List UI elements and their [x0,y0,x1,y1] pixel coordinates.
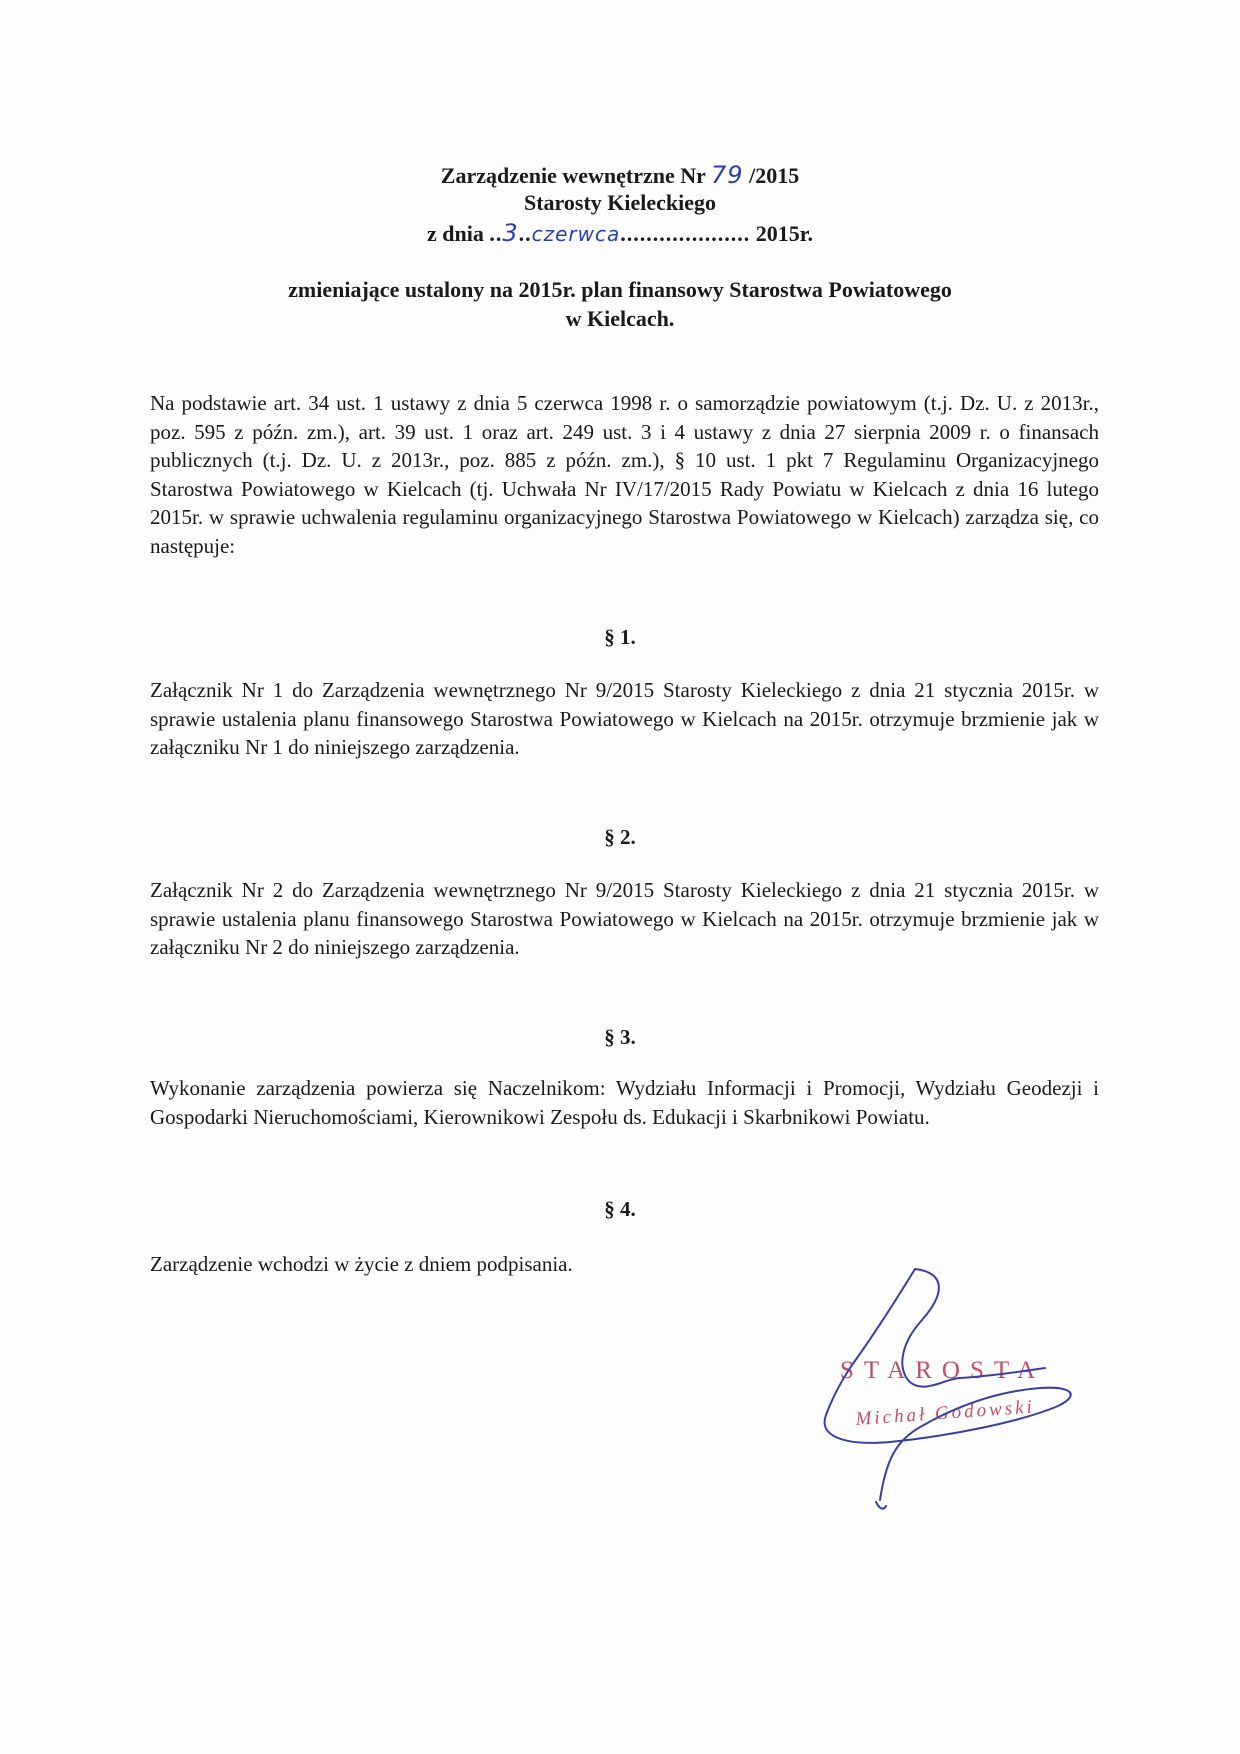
section-3-heading: § 3. [604,1025,636,1049]
signature-scribble [825,1269,1071,1509]
date-fill-dots: .. [489,221,503,246]
handwritten-number: 79 [711,161,744,189]
subject-line-1: zmieniające ustalony na 2015r. plan finansowy Starostwa Powiatowego [288,277,952,302]
issuer-line: Starosty Kieleckiego [523,190,717,215]
date-fill-dots: .. [518,221,532,246]
title-suffix: /2015 [749,163,800,188]
section-2-text: Załącznik Nr 2 do Zarządzenia wewnętrznego Nr 9/2015 Starosty Kieleckiego z dnia 21 stycznia 2015r. w sprawie ustalenia planu finansowego Starostwa Powiatowego w Kielcach na 2015r. otrzymuje brzmienie jak w załączniku Nr 2 do niniejszego zarządzenia. [150,878,1099,959]
preamble-paragraph: Na podstawie art. 34 ust. 1 ustawy z dnia 5 czerwca 1998 r. o samorządzie powiatowym (t.j. Dz. U. z 2013r., poz. 595 z późn. zm.), art. 39 ust. 1 oraz art. 249 ust. 3 i 4 ustawy z dnia 27 sierpnia 2009 r. o finansach publicznych (t.j. Dz. U. z 2013r., poz. 885 z późn. zm.), § 10 ust. 1 pkt 7 Regulaminu Organizacyjnego Starostwa Powiatowego w Kielcach (tj. Uchwała Nr IV/17/2015 Rady Powiatu w Kielcach z dnia 16 lutego 2015r. w sprawie uchwalenia regulaminu organizacyjnego Starostwa Powiatowego w Kielcach) zarządza się, co następuje: [150,391,1099,558]
title-line [0,161,1240,190]
date-line [0,219,1240,248]
stamp-name: Michał Godowski [854,1396,1036,1430]
subject-line-2: w Kielcach. [565,306,675,331]
date-prefix: z dnia [426,221,484,246]
title-prefix: Zarządzenie wewnętrzne Nr [440,163,706,188]
starosta-stamp-signature [800,1260,1100,1520]
section-1-heading: § 1. [604,625,636,649]
date-fill-dots: .................... [620,221,751,246]
stamp-title: STAROSTA [840,1357,1046,1384]
handwritten-day: 3 [502,219,519,247]
section-3-text: Wykonanie zarządzenia powierza się Naczelnikom: Wydziału Informacji i Promocji, Wydziału Geodezji i Gospodarki Nieruchomościami, Kierownikowi Zespołu ds. Edukacji i Skarbnikowi Powiatu. [150,1076,1099,1129]
date-suffix: 2015r. [755,221,814,246]
section-4-heading: § 4. [604,1197,636,1221]
section-1-text: Załącznik Nr 1 do Zarządzenia wewnętrznego Nr 9/2015 Starosty Kieleckiego z dnia 21 stycznia 2015r. w sprawie ustalenia planu finansowego Starostwa Powiatowego w Kielcach na 2015r. otrzymuje brzmienie jak w załączniku Nr 1 do niniejszego zarządzenia. [150,678,1099,759]
section-2-heading: § 2. [604,825,636,849]
section-4-text: Zarządzenie wchodzi w życie z dniem podpisania. [150,1252,573,1276]
handwritten-month: czerwca [531,222,621,246]
